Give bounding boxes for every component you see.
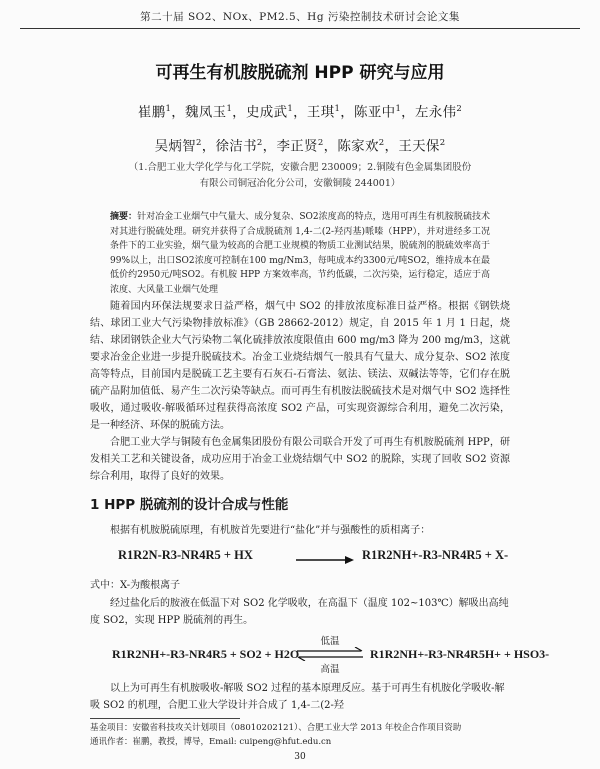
equation-note: 式中：X-为酸根离子 (90, 580, 181, 591)
footnote-corresponding-author: 通讯作者：崔鹏，教授，博导，Email: cuipeng@hfut.edu.cn (90, 737, 332, 747)
equation-1-lhs: R1R2N-R3-NR4R5 + HX (118, 548, 253, 562)
author-list (40, 94, 560, 161)
author-name: 陈亚中 (354, 104, 396, 121)
footnotes (90, 721, 540, 749)
affiliations (60, 160, 540, 192)
running-head: 第二十届 SO2、NOx、PM2.5、Hg 污染控制技术研讨会论文集 (20, 6, 580, 29)
author-name: 王天保 (398, 138, 440, 154)
equation-2-lhs: R1R2NH+-R3-NR4R5 + SO2 + H2O (112, 647, 300, 661)
abstract-label: 摘要： (110, 212, 138, 222)
author-name: 李正贤 (276, 138, 318, 154)
condition-high-temp: 高温 (320, 664, 340, 675)
footnote-funding: 基金项目：安徽省科技攻关计划项目（08010202121）、合肥工业大学 2013 年校企合作项目资助 (90, 723, 462, 733)
author-line-1: 崔鹏$^1$，魏凤玉$^1$，史成武$^1$，王琪$^1$，陈亚中$^1$，左永伟$^2$ (137, 104, 463, 121)
author-affiliation-mark: 1 (334, 104, 341, 114)
author-affiliation-mark: 2 (456, 104, 463, 114)
author-affiliation-mark: 2 (317, 137, 324, 148)
intro-paragraph-2: 合肥工业大学与铜陵有色金属集团股份有限公司联合开发了可再生有机胺脱硫剂 HPP，研发相关工艺和关键设备，成功应用于冶金工业烧结烟气中 SO2 的脱除，实现了回收 SO2 资源综合利用，取得了良好的效果。 (90, 437, 510, 482)
equilibrium-arrow (295, 635, 365, 675)
author-name: 徐洁书 (215, 138, 257, 154)
abstract-text: 针对冶金工业烟气中气量大、成分复杂、SO2浓度高的特点，选用可再生有机胺脱硫技术对其进行脱硫处理。研究并获得了合成脱硫剂 1,4-二(2-羟丙基)哌嗪（HPP），并对进经多工况条件下的工业实验，烟气量为较高的合肥工业规模的物质工业测试结果，脱硫剂的脱硫效率高于99%以上，出口SO2浓度可控制在100 mg/Nm3，每吨成本约3300元/吨SO2，维持成本在最低价约2950元/吨SO2。有机胺 HPP 方案效率高，节约低碳，二次污染，运行稳定，适应于高浓度、大风量工业烟气处理 (110, 212, 490, 295)
equilibrium-arrows-icon (295, 647, 365, 661)
equation-1 (118, 548, 509, 572)
author-affiliation-mark: 2 (439, 137, 446, 148)
page-number: 30 (294, 752, 306, 762)
author-name: 王琪 (306, 104, 335, 121)
author-line-2: 吴炳智$^2$，徐洁书$^2$，李正贤$^2$，陈家欢$^2$，王天保$^2$ (154, 137, 446, 154)
equation-2-rhs: R1R2NH+-R3-NR4R5H+ + HSO3- (370, 647, 550, 661)
abstract (110, 210, 490, 297)
author-name: 吴炳智 (154, 138, 196, 154)
section-heading: 1 HPP 脱硫剂的设计合成与性能 (90, 497, 289, 513)
author-name: 陈家欢 (337, 138, 379, 154)
reversible-paragraph: 经过盐化后的胺液在低温下对 SO2 化学吸收，在高温下（温度 102~103℃）解吸出高纯度 SO2，实现 HPP 脱硫剂的再生。 (90, 598, 509, 626)
reaction-arrow-icon (296, 553, 354, 567)
author-affiliation-mark: 1 (165, 104, 172, 114)
author-affiliation-mark: 1 (226, 104, 233, 114)
intro-paragraph-1: 随着国内环保法规要求日益严格，烟气中 SO2 的排放浓度标准日益严格。根据《钢铁烧结、球团工业大气污染物排放标准》（GB 28662-2012）规定，自 2015 年 1 月 1 日起，烧结、球团钢铁企业大气污染物二氧化硫排放浓度限值由 600 mg/m3 降为 200 mg/m3，这就要求冶金企业进一步提升脱硫技术。冶金工业烧结烟气一般具有气量大、成分复杂、SO2 浓度高等特点，目前国内是脱硫工艺主要有石灰石-石膏法、氨法、镁法、双碱法等等，它们存在脱硫产品附加值低、易产生二次污染等缺点。而可再生有机胺法脱硫技术是对烟气中 SO2 选择性吸收，通过吸收-解吸循环过程获得高浓度 SO2 产品，可实现资源综合利用，避免二次污染，是一种经济、环保的脱硫方法。 (90, 301, 510, 431)
author-name: 崔鹏 (137, 104, 166, 121)
equation-1-rhs: R1R2NH+-R3-NR4R5 + X- (362, 548, 509, 562)
equation-2 (112, 635, 550, 675)
author-affiliation-mark: 2 (256, 137, 263, 148)
author-affiliation-mark: 2 (195, 137, 202, 148)
author-name: 魏凤玉 (185, 104, 227, 121)
author-affiliation-mark: 1 (395, 104, 402, 114)
author-name: 左永伟 (414, 104, 457, 121)
design-paragraph: 根据有机胺脱硫原理，有机胺首先要进行“盐化”并与强酸性的质相离子： (110, 525, 431, 536)
condition-low-temp: 低温 (320, 636, 340, 647)
affiliation-line-1: （1.合肥工业大学化学与化工学院，安徽合肥 230009；2.铜陵有色金属集团股份 (128, 162, 472, 173)
paper-title: 可再生有机胺脱硫剂 HPP 研究与应用 (155, 63, 445, 83)
author-name: 史成武 (245, 104, 288, 121)
author-affiliation-mark: 1 (287, 104, 294, 114)
mechanism-paragraph: 以上为可再生有机胺吸收-解吸 SO2 过程的基本原理反应。基于可再生有机胺化学吸收-解吸 SO2 的机理，合肥工业大学设计并合成了 1,4-二(2-羟 (90, 683, 505, 711)
author-affiliation-mark: 2 (378, 137, 385, 148)
affiliation-line-2: 有限公司铜冠冶化分公司，安徽铜陵 244001） (199, 178, 401, 189)
footnote-divider (90, 718, 240, 719)
